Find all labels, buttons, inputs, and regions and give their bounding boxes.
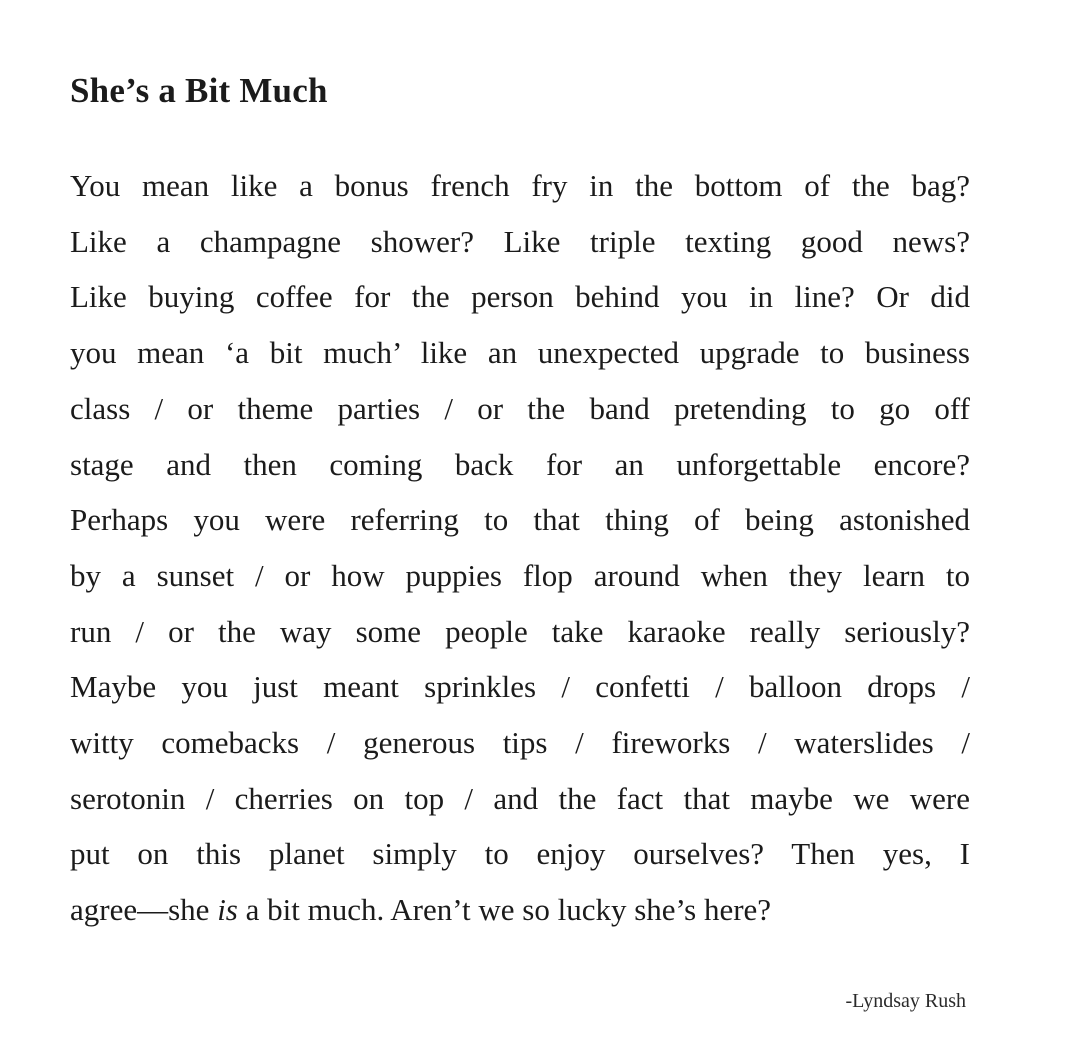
emphasized-word: is	[217, 892, 238, 928]
last-line-start: agree—she	[70, 892, 218, 928]
poem-line: Maybe you just meant sprinkles / confetti / balloon drops /	[70, 669, 970, 705]
poem-line: witty comebacks / generous tips / fireworks / waterslides /	[70, 725, 970, 761]
poem-line: by a sunset / or how puppies flop around when they learn to	[70, 557, 970, 593]
poem-line: put on this planet simply to enjoy ourselves? Then yes, I	[70, 836, 970, 872]
poem-line: run / or the way some people take karaoke really seriously?	[70, 613, 970, 649]
poem-line: You mean like a bonus french fry in the bottom of the bag?	[70, 168, 970, 203]
poem-line: Like buying coffee for the person behind you in line? Or did	[70, 279, 970, 315]
poem-line: Like a champagne shower? Like triple texting good news?	[70, 223, 970, 259]
author-attribution: -Lyndsay Rush	[845, 990, 966, 1012]
last-line-end: a bit much. Aren’t we so lucky she’s here?	[237, 892, 772, 928]
poem-title: She’s a Bit Much	[70, 71, 328, 110]
poem-line: serotonin / cherries on top / and the fact that maybe we were	[70, 780, 970, 816]
poem-line: you mean ‘a bit much’ like an unexpected upgrade to business	[70, 335, 970, 371]
poem-last-line	[70, 882, 970, 938]
poem-body	[70, 158, 970, 938]
poem-line: class / or theme parties / or the band pretending to go off	[70, 390, 970, 426]
poem-line: Perhaps you were referring to that thing of being astonished	[70, 502, 970, 538]
poem-line: stage and then coming back for an unforgettable encore?	[70, 446, 970, 482]
